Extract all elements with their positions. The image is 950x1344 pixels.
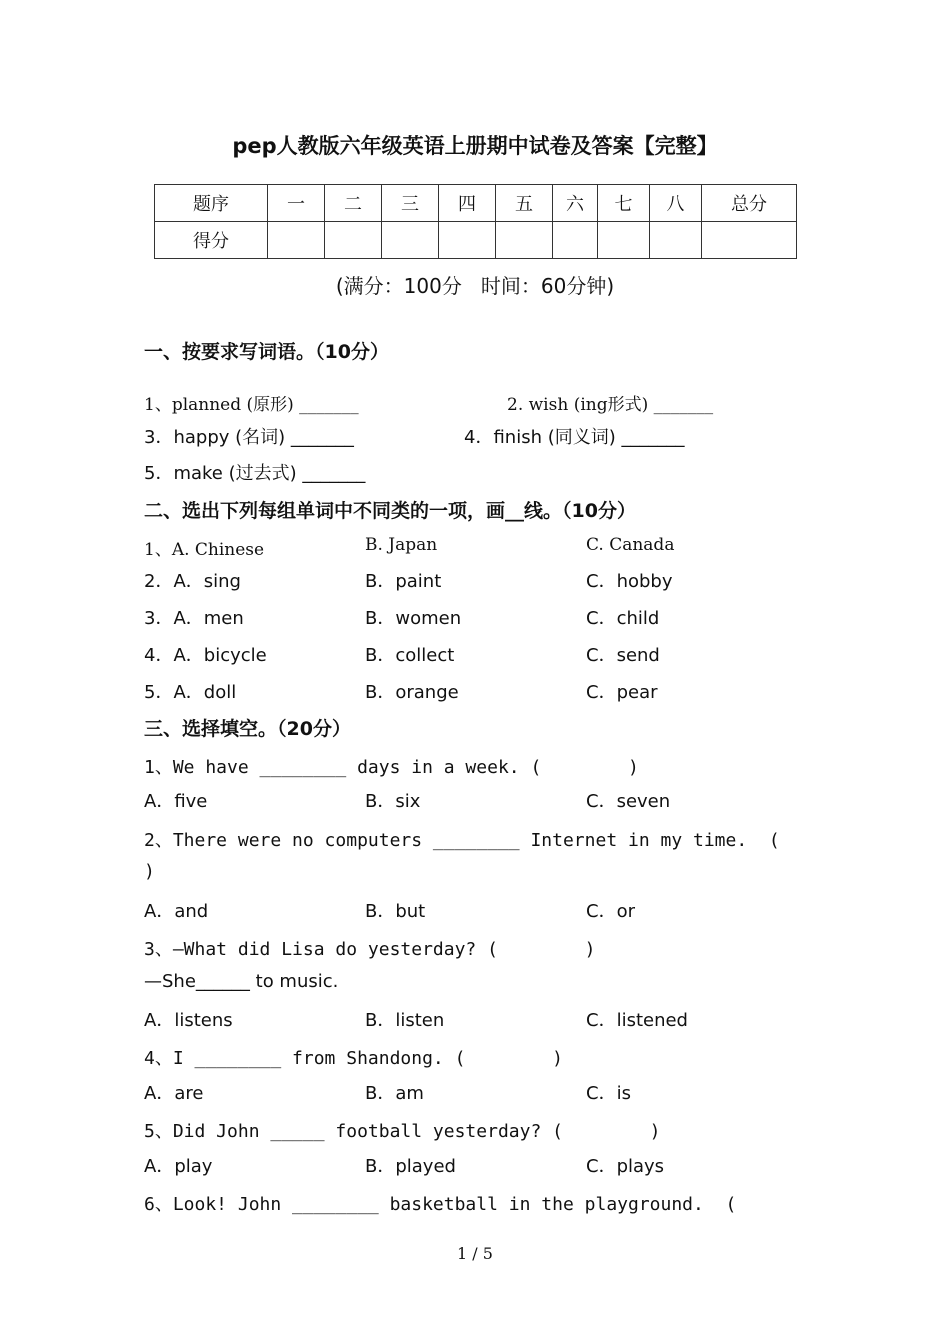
option-text: C．or (586, 901, 635, 922)
header-cell: 五 (496, 185, 553, 222)
option-text: 1、A. Chinese (144, 540, 265, 560)
header-cell: 一 (268, 185, 325, 222)
header-cell: 二 (325, 185, 382, 222)
score-cell (598, 222, 650, 259)
option-text: A．five (144, 791, 208, 812)
option-text: B．played (365, 1156, 456, 1177)
option-text: 4．A．bicycle (144, 645, 267, 666)
header-cell: 八 (650, 185, 702, 222)
option-text: C．plays (586, 1156, 665, 1177)
score-cell (268, 222, 325, 259)
score-table (154, 184, 797, 259)
question-item: 2. wish (ing形式) _______ (507, 395, 714, 415)
option-text: C．child (586, 608, 660, 629)
option-text: 5．A．doll (144, 682, 237, 703)
page-number: 1 / 5 (457, 1244, 493, 1263)
option-text: C. Canada (586, 535, 675, 555)
section3-heading: 三、选择填空。（20分） (144, 718, 351, 740)
option-text: B．but (365, 901, 426, 922)
question-item: 5．make (过去式) _______ (144, 463, 366, 484)
header-cell: 三 (382, 185, 439, 222)
score-cell (553, 222, 598, 259)
header-cell: 四 (439, 185, 496, 222)
score-cell (702, 222, 797, 259)
score-cell (650, 222, 702, 259)
question-text: 6、Look! John ________ basketball in the playground. ( (144, 1194, 737, 1215)
option-text: 3．A．men (144, 608, 244, 629)
question-item: 3．happy (名词) _______ (144, 427, 354, 448)
option-text: C．seven (586, 791, 671, 812)
question-text: 1、We have ________ days in a week. ( ) (144, 757, 639, 778)
exam-info: (满分：100分 时间：60分钟) (335, 274, 615, 298)
option-text: C．pear (586, 682, 658, 703)
header-cell: 题序 (155, 185, 268, 222)
section2-heading: 二、选出下列每组单词中不同类的一项，画__线。（10分） (144, 500, 636, 522)
option-text: A．listens (144, 1010, 233, 1031)
question-text: 5、Did John _____ football yesterday? ( ) (144, 1121, 661, 1142)
question-text: ) (144, 861, 155, 882)
score-table-score-row (155, 222, 797, 259)
question-text: 4、I ________ from Shandong. ( ) (144, 1048, 563, 1069)
option-text: B．women (365, 608, 462, 629)
option-text: C．is (586, 1083, 631, 1104)
question-text: —She______ to music. (144, 971, 339, 992)
option-text: C．listened (586, 1010, 688, 1031)
option-text: 2．A．sing (144, 571, 241, 592)
option-text: B．six (365, 791, 421, 812)
score-cell (496, 222, 553, 259)
option-text: A．play (144, 1156, 213, 1177)
score-cell (439, 222, 496, 259)
score-cell (382, 222, 439, 259)
option-text: B．collect (365, 645, 455, 666)
option-text: B．am (365, 1083, 424, 1104)
score-cell (325, 222, 382, 259)
question-item: 4．finish (同义词) _______ (464, 427, 685, 448)
question-item: 1、planned (原形) _______ (144, 395, 359, 415)
score-table-header-row (155, 185, 797, 222)
option-text: C．send (586, 645, 660, 666)
option-text: B．orange (365, 682, 459, 703)
option-text: B．listen (365, 1010, 445, 1031)
header-cell: 七 (598, 185, 650, 222)
question-text: 2、There were no computers ________ Internet in my time. ( (144, 830, 780, 851)
option-text: A．and (144, 901, 209, 922)
question-text: 3、—What did Lisa do yesterday? ( ) (144, 939, 596, 960)
option-text: A．are (144, 1083, 204, 1104)
row-label-cell: 得分 (155, 222, 268, 259)
header-cell: 总分 (702, 185, 797, 222)
section1-heading: 一、按要求写词语。（10分） (144, 341, 389, 363)
option-text: B. Japan (365, 535, 438, 555)
page-title: pep人教版六年级英语上册期中试卷及答案【完整】 (232, 134, 718, 158)
header-cell: 六 (553, 185, 598, 222)
option-text: C．hobby (586, 571, 673, 592)
option-text: B．paint (365, 571, 442, 592)
